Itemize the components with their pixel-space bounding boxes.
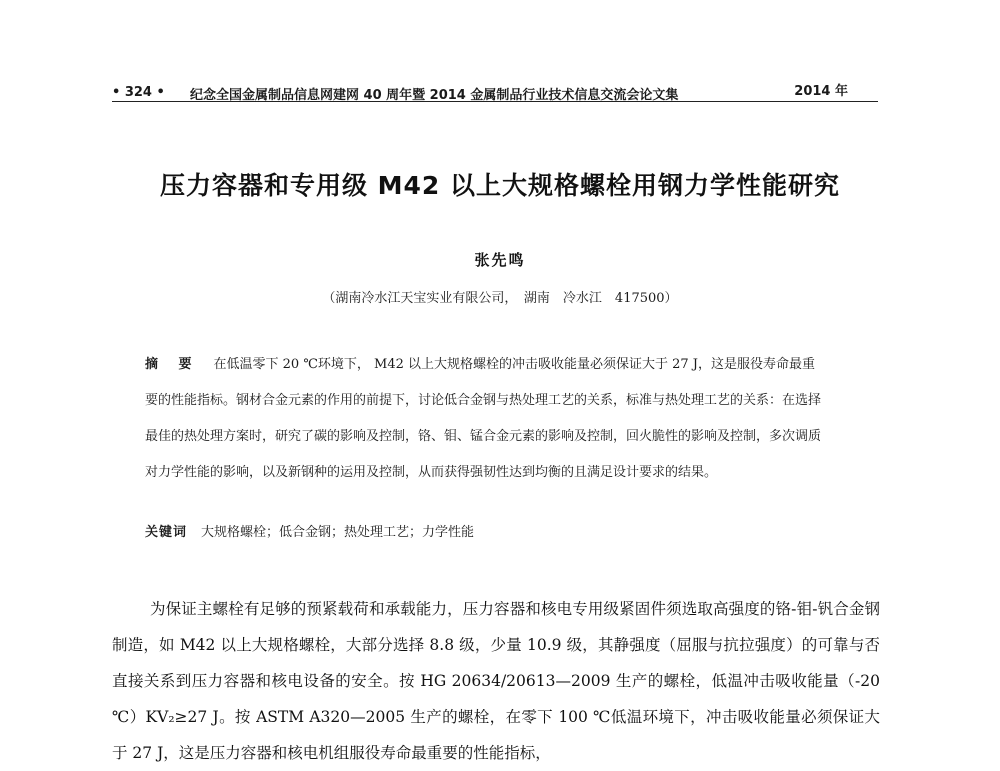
page-number: • 324 • (112, 85, 165, 100)
paper-title: 压力容器和专用级 M42 以上大规格螺栓用钢力学性能研究 (159, 171, 841, 200)
keywords-label: 关键词 (145, 525, 188, 540)
header-rule (112, 101, 878, 102)
journal-title: 纪念全国金属制品信息网建网 40 周年暨 2014 金属制品行业技术信息交流会论文集 (190, 88, 679, 103)
abstract-text: 在低温零下 20 ℃环境下， M42 以上大规格螺栓的冲击吸收能量必须保证大于 27 J，这是服役寿命最重要的性能指标。钢材合金元素的作用的前提下，讨论低合金钢与热处理工艺的关系，标准与热处理工艺的关系：在选择最佳的热处理方案时，研究了碳的影响及控制，铬、钼、锰合金元素的影响及控制，回火脆性的影响及控制，多次调质对力学性能的影响，以及新钢种的运用及控制，从而获得强韧性达到均衡的且满足设计要求的结果。 (145, 357, 822, 480)
body-paragraph: 为保证主螺栓有足够的预紧载荷和承载能力，压力容器和核电专用级紧固件须选取高强度的铬-钼-钒合金钢制造，如 M42 以上大规格螺栓，大部分选择 8.8 级，少量 10.9 级，其静强度（屈服与抗拉强度）的可靠与否直接关系到压力容器和核电设备的安全。按 HG 20634/20613—2009 生产的螺栓，低温冲击吸收能量（-20 ℃）KV₂≥27 J。按 ASTM A320—2005 生产的螺栓，在零下 100 ℃低温环境下，冲击吸收能量必须保证大于 27 J，这是压力容器和核电机组服役寿命最重要的性能指标， (112, 600, 880, 762)
keywords (145, 521, 825, 540)
author-affiliation: （湖南冷水江天宝实业有限公司， 湖南 冷水江 417500） (322, 291, 678, 306)
abstract-label: 摘 要 (145, 357, 200, 372)
keywords-text: 大规格螺栓；低合金钢；热处理工艺；力学性能 (201, 525, 475, 540)
abstract (145, 347, 825, 491)
running-header (112, 80, 878, 102)
author-name: 张先鸣 (474, 251, 526, 269)
publication-year: 2014 年 (794, 84, 848, 99)
